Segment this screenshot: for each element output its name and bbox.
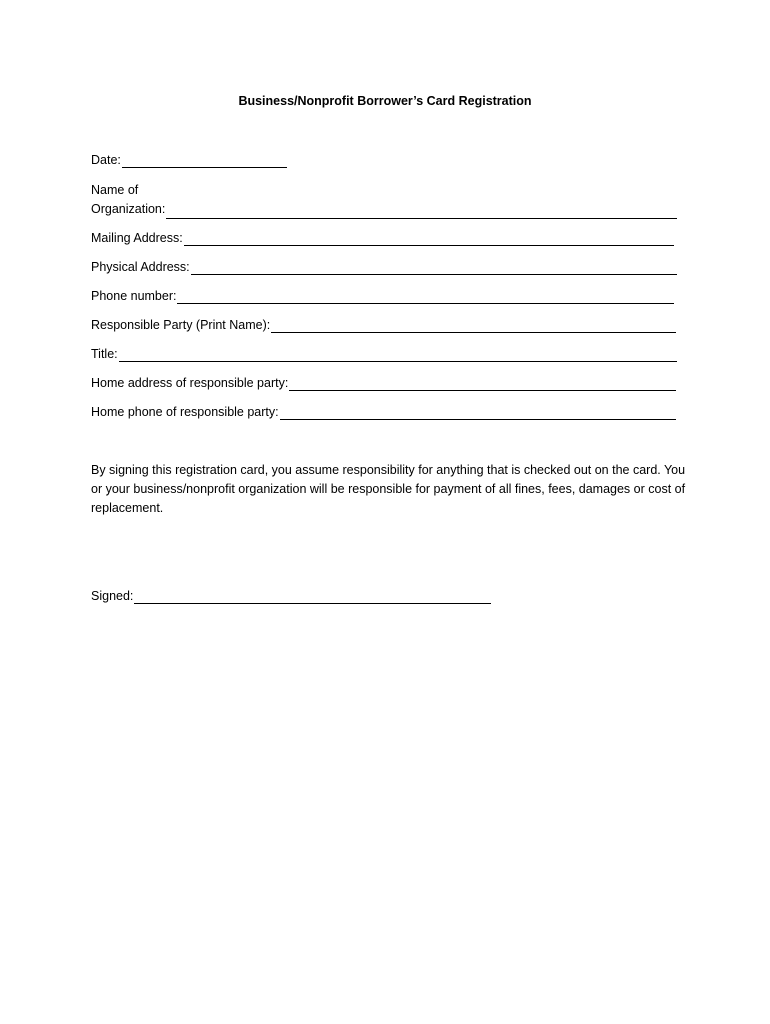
phone-number-label: Phone number: — [91, 289, 177, 303]
mailing-address-label: Mailing Address: — [91, 231, 183, 245]
home-phone-label: Home phone of responsible party: — [91, 405, 279, 419]
date-label: Date: — [91, 153, 121, 167]
signed-label: Signed: — [91, 589, 134, 603]
home-address-field — [91, 375, 676, 391]
mailing-address-field — [91, 230, 674, 246]
home-phone-input-line[interactable] — [280, 407, 676, 420]
agreement-paragraph: By signing this registration card, you assume responsibility for anything that is checked out on the card. You or your business/nonprofit organization will be responsible for payment of all fines, fees, damages or cost of replacement. — [91, 463, 686, 515]
phone-number-field — [91, 288, 674, 304]
title-field — [91, 346, 677, 362]
date-field — [91, 152, 287, 168]
signature-field — [91, 588, 491, 604]
organization-input-line[interactable] — [166, 206, 677, 219]
organization-label-line2: Organization: — [91, 202, 166, 216]
home-address-label: Home address of responsible party: — [91, 376, 289, 390]
physical-address-label: Physical Address: — [91, 260, 190, 274]
home-phone-field — [91, 404, 676, 420]
physical-address-field — [91, 259, 677, 275]
organization-label — [91, 181, 165, 219]
physical-address-input-line[interactable] — [191, 262, 677, 275]
responsible-party-input-line[interactable] — [271, 320, 676, 333]
form-title: Business/Nonprofit Borrower’s Card Registration — [238, 94, 532, 108]
responsible-party-label: Responsible Party (Print Name): — [91, 318, 271, 332]
responsible-party-field — [91, 317, 676, 333]
phone-number-input-line[interactable] — [177, 291, 674, 304]
signature-input-line[interactable] — [134, 591, 491, 604]
date-input-line[interactable] — [122, 155, 287, 168]
title-input-line[interactable] — [119, 349, 677, 362]
mailing-address-input-line[interactable] — [184, 233, 674, 246]
title-label: Title: — [91, 347, 118, 361]
organization-field — [91, 181, 677, 219]
organization-label-line1: Name of — [91, 183, 139, 197]
home-address-input-line[interactable] — [289, 378, 676, 391]
